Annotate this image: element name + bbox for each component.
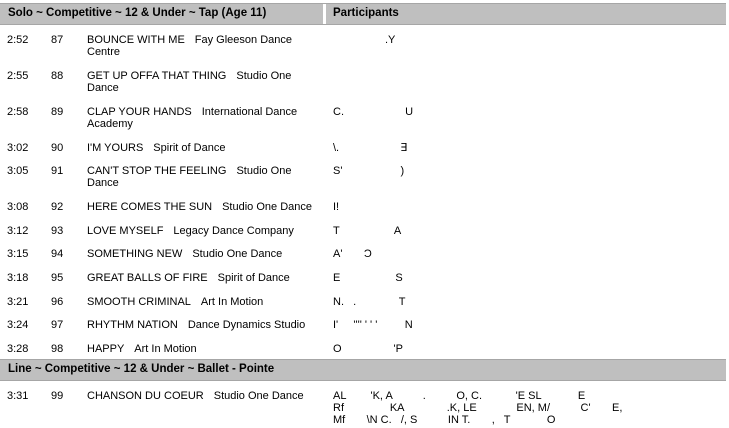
routine-cell xyxy=(87,165,322,189)
entry-number-cell: 96 xyxy=(51,296,64,308)
participants-header: Participants xyxy=(333,7,399,19)
entry-number-cell: 98 xyxy=(51,343,64,355)
entry-number-cell: 89 xyxy=(51,106,64,118)
routine-title: CLAP YOUR HANDS xyxy=(87,106,192,118)
routine-title: CHANSON DU COEUR xyxy=(87,390,204,402)
participants-cell: S' ) xyxy=(333,165,405,177)
participants-cell: I! xyxy=(333,201,340,213)
studio-name: Studio One Dance xyxy=(87,165,292,189)
time-cell: 3:18 xyxy=(7,272,29,284)
section-title: Solo ~ Competitive ~ 12 & Under ~ Tap (Age 11) xyxy=(8,7,267,19)
participants-cell: E S xyxy=(333,272,403,284)
participants-header-cell xyxy=(326,4,726,24)
time-cell: 3:31 xyxy=(7,390,29,402)
routine-cell xyxy=(87,248,322,260)
section-title: Line ~ Competitive ~ 12 & Under ~ Ballet - Pointe xyxy=(8,363,275,375)
time-cell: 3:05 xyxy=(7,165,29,177)
studio-name: Art In Motion xyxy=(200,296,264,308)
routine-cell xyxy=(87,390,322,402)
routine-title: GREAT BALLS OF FIRE xyxy=(87,272,208,284)
participants-cell: AL 'K, A . O, C. 'E SL E Rf KA .K, LE EN, M/ C' E, Mf \N C. /, S IN T. , T O xyxy=(333,390,623,426)
entry-number-cell: 88 xyxy=(51,70,64,82)
time-cell: 2:58 xyxy=(7,106,29,118)
studio-name: Studio One Dance xyxy=(192,248,283,260)
routine-cell xyxy=(87,343,322,355)
routine-cell xyxy=(87,142,322,154)
routine-title: SOMETHING NEW xyxy=(87,248,183,260)
participants-cell: A' Ͻ xyxy=(333,248,372,260)
routine-title: HERE COMES THE SUN xyxy=(87,201,213,213)
routine-title: CAN'T STOP THE FEELING xyxy=(87,165,227,177)
routine-cell xyxy=(87,201,322,213)
entry-number-cell: 97 xyxy=(51,319,64,331)
participants-cell: .Y xyxy=(333,34,396,46)
time-cell: 2:52 xyxy=(7,34,29,46)
studio-name: Fay Gleeson Dance Centre xyxy=(87,34,292,58)
section-header xyxy=(0,359,726,381)
entry-number-cell: 93 xyxy=(51,225,64,237)
participants-cell: O 'P xyxy=(333,343,403,355)
routine-cell xyxy=(87,319,322,331)
section-header xyxy=(0,3,726,25)
participants-cell: C. U xyxy=(333,106,414,118)
participants-cell: \. ∃ xyxy=(333,142,408,154)
time-cell: 3:12 xyxy=(7,225,29,237)
studio-name: Dance Dynamics Studio xyxy=(187,319,306,331)
entry-number-cell: 91 xyxy=(51,165,64,177)
section-title-cell xyxy=(1,4,323,24)
entry-number-cell: 94 xyxy=(51,248,64,260)
routine-title: HAPPY xyxy=(87,343,125,355)
participants-cell: I' '''' ' ' ' N xyxy=(333,319,413,331)
studio-name: Spirit of Dance xyxy=(217,272,290,284)
time-cell: 3:21 xyxy=(7,296,29,308)
entry-number-cell: 99 xyxy=(51,390,64,402)
studio-name: Studio One Dance xyxy=(222,201,312,213)
studio-name: Studio One Dance xyxy=(213,390,304,402)
routine-title: I'M YOURS xyxy=(87,142,144,154)
studio-name: Studio One Dance xyxy=(87,70,292,94)
entry-number-cell: 87 xyxy=(51,34,64,46)
time-cell: 3:02 xyxy=(7,142,29,154)
studio-name: Legacy Dance Company xyxy=(173,225,294,237)
studio-name: Spirit of Dance xyxy=(153,142,226,154)
studio-name: International Dance Academy xyxy=(87,106,298,130)
participants-cell: T A xyxy=(333,225,402,237)
participants-cell: N. . T xyxy=(333,296,406,308)
routine-cell xyxy=(87,296,322,308)
entry-number-cell: 92 xyxy=(51,201,64,213)
routine-title: BOUNCE WITH ME xyxy=(87,34,185,46)
routine-cell xyxy=(87,106,322,130)
routine-title: SMOOTH CRIMINAL xyxy=(87,296,191,308)
entry-number-cell: 95 xyxy=(51,272,64,284)
time-cell: 2:55 xyxy=(7,70,29,82)
routine-title: LOVE MYSELF xyxy=(87,225,164,237)
routine-cell xyxy=(87,34,322,58)
time-cell: 3:28 xyxy=(7,343,29,355)
routine-title: GET UP OFFA THAT THING xyxy=(87,70,227,82)
routine-cell xyxy=(87,70,322,94)
time-cell: 3:24 xyxy=(7,319,29,331)
studio-name: Art In Motion xyxy=(134,343,197,355)
entry-number-cell: 90 xyxy=(51,142,64,154)
time-cell: 3:08 xyxy=(7,201,29,213)
time-cell: 3:15 xyxy=(7,248,29,260)
routine-cell xyxy=(87,272,322,284)
routine-cell xyxy=(87,225,322,237)
routine-title: RHYTHM NATION xyxy=(87,319,178,331)
